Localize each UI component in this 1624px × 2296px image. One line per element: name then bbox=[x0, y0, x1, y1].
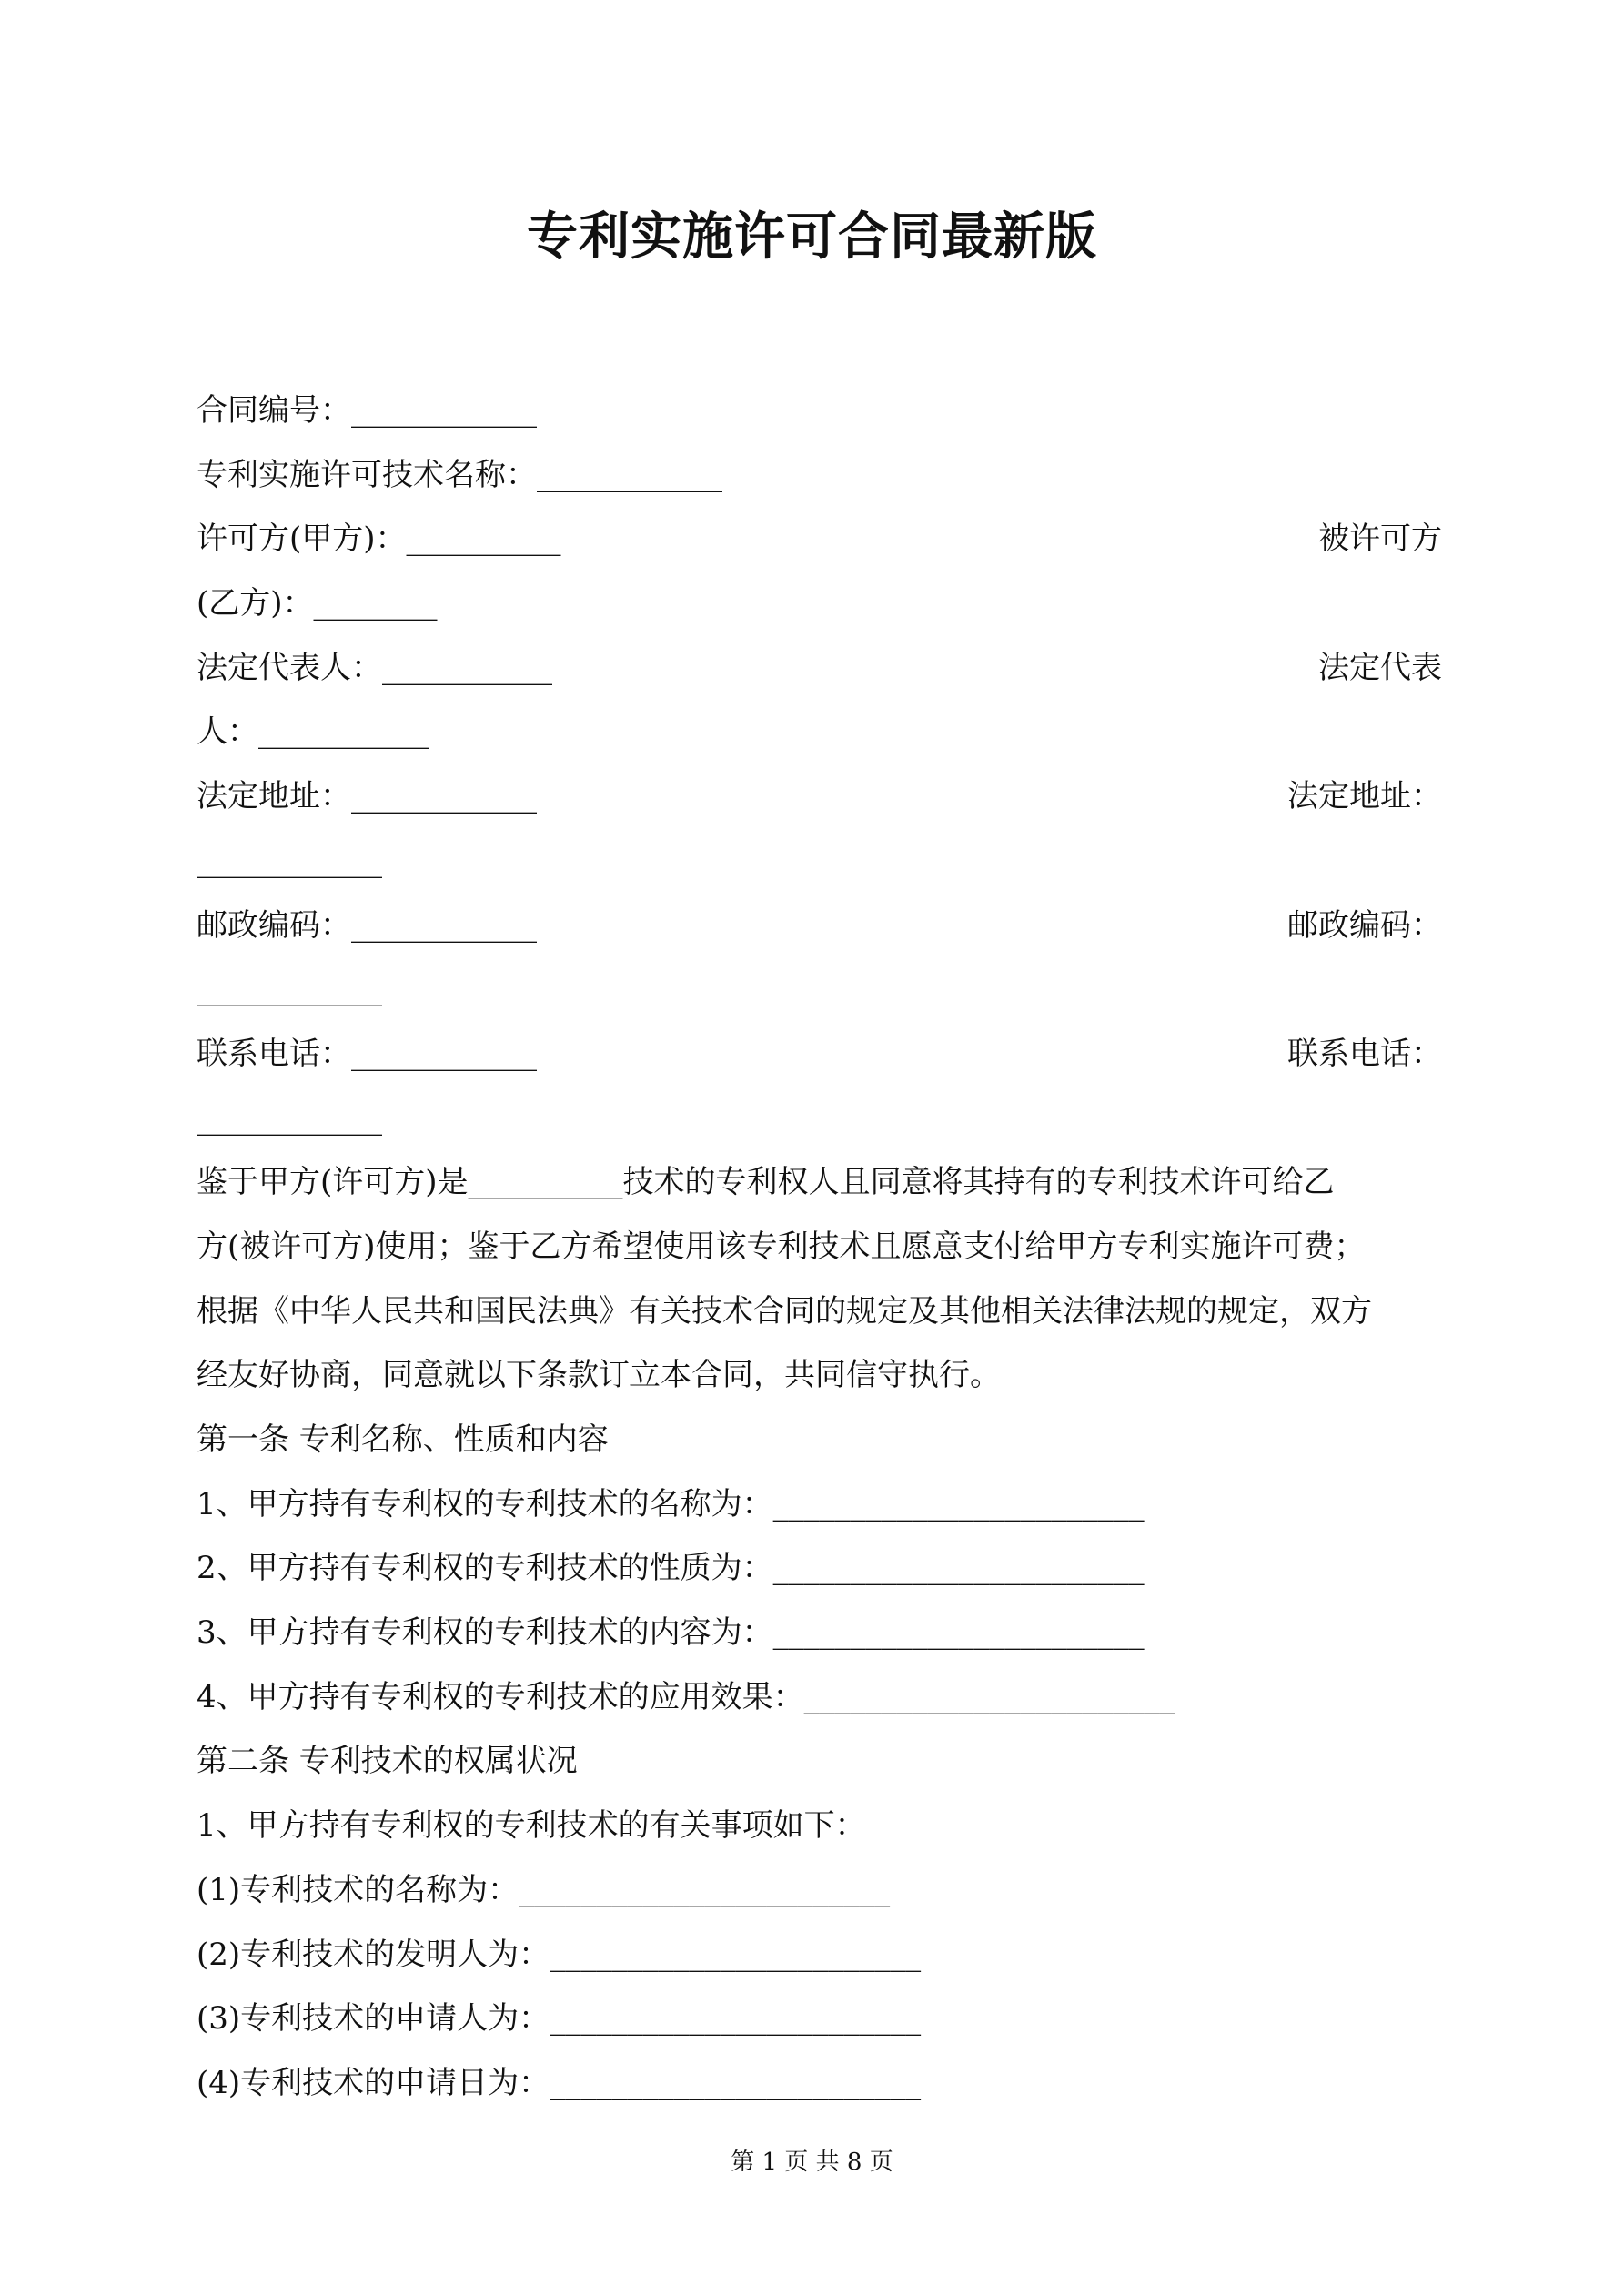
line-right-text: 被许可方 bbox=[1318, 521, 1442, 558]
text-line bbox=[197, 1665, 1442, 1730]
text-line bbox=[197, 894, 1442, 958]
line-left-text: 鉴于甲方(许可方)是__________技术的专利权人且同意将其持有的专利技术许可给乙 bbox=[197, 1164, 1335, 1201]
document-title: 专利实施许可合同最新版 bbox=[527, 207, 1097, 267]
text-line bbox=[197, 1601, 1442, 1665]
line-left-text: 合同编号：____________ bbox=[197, 392, 537, 429]
text-line bbox=[197, 443, 1442, 508]
line-left-text: 1、甲方持有专利权的专利技术的有关事项如下： bbox=[197, 1807, 866, 1845]
line-left-text: 第一条 专利名称、性质和内容 bbox=[197, 1421, 609, 1458]
line-left-text: 专利实施许可技术名称：____________ bbox=[197, 456, 722, 493]
line-left-text: 许可方(甲方)：__________ bbox=[197, 521, 561, 558]
text-line bbox=[197, 1215, 1442, 1279]
text-line bbox=[197, 1858, 1442, 1923]
text-line bbox=[197, 1472, 1442, 1537]
text-line bbox=[197, 1022, 1442, 1087]
text-line bbox=[197, 700, 1442, 764]
line-right-text: 法定地址： bbox=[1287, 778, 1442, 815]
line-left-text: 根据《中华人民共和国民法典》有关技术合同的规定及其他相关法律法规的规定，双方 bbox=[197, 1292, 1372, 1330]
text-line bbox=[197, 1536, 1442, 1601]
line-left-text: 联系电话：____________ bbox=[197, 1035, 537, 1072]
text-line bbox=[197, 1987, 1442, 2051]
text-line bbox=[197, 829, 1442, 894]
text-line bbox=[197, 1729, 1442, 1794]
text-line bbox=[197, 507, 1442, 571]
text-line bbox=[197, 379, 1442, 443]
line-left-text: 2、甲方持有专利权的专利技术的性质为：________________________ bbox=[197, 1550, 1145, 1587]
text-line bbox=[197, 636, 1442, 701]
line-left-text: 1、甲方持有专利权的专利技术的名称为：________________________ bbox=[197, 1485, 1145, 1522]
line-left-text: ____________ bbox=[197, 1099, 382, 1137]
line-left-text: 3、甲方持有专利权的专利技术的内容为：________________________ bbox=[197, 1614, 1145, 1652]
text-line bbox=[197, 1150, 1442, 1215]
text-line bbox=[197, 1343, 1442, 1408]
line-right-text: 邮政编码： bbox=[1287, 906, 1442, 944]
page-footer: 第 1 页 共 8 页 bbox=[731, 2149, 893, 2176]
line-left-text: (乙方)：________ bbox=[197, 585, 438, 622]
text-line bbox=[197, 1794, 1442, 1858]
line-left-text: 4、甲方持有专利权的专利技术的应用效果：________________________ bbox=[197, 1678, 1175, 1715]
line-right-text: 法定代表 bbox=[1318, 649, 1442, 686]
text-line bbox=[197, 1923, 1442, 1988]
line-left-text: 方(被许可方)使用；鉴于乙方希望使用该专利技术且愿意支付给甲方专利实施许可费； bbox=[197, 1228, 1366, 1265]
line-left-text: (3)专利技术的申请人为：________________________ bbox=[197, 2000, 922, 2038]
line-left-text: (2)专利技术的发明人为：________________________ bbox=[197, 1936, 922, 1973]
line-left-text: (1)专利技术的名称为：________________________ bbox=[197, 1871, 891, 1908]
text-line bbox=[197, 1087, 1442, 1151]
line-left-text: (4)专利技术的申请日为：________________________ bbox=[197, 2064, 922, 2101]
text-line bbox=[197, 571, 1442, 636]
line-left-text: 法定代表人：___________ bbox=[197, 649, 552, 686]
line-left-text: 第二条 专利技术的权属状况 bbox=[197, 1743, 578, 1780]
text-line bbox=[197, 764, 1442, 829]
text-line bbox=[197, 1279, 1442, 1344]
line-left-text: 法定地址：____________ bbox=[197, 778, 537, 815]
line-left-text: 人：___________ bbox=[197, 713, 429, 751]
text-line bbox=[197, 1408, 1442, 1472]
line-right-text: 联系电话： bbox=[1287, 1035, 1442, 1072]
text-line bbox=[197, 2051, 1442, 2116]
line-left-text: ____________ bbox=[197, 971, 382, 1008]
line-left-text: 经友好协商，同意就以下条款订立本合同，共同信守执行。 bbox=[197, 1357, 1001, 1394]
document-body bbox=[197, 379, 1442, 2116]
line-left-text: ____________ bbox=[197, 842, 382, 879]
text-line bbox=[197, 957, 1442, 1022]
line-left-text: 邮政编码：____________ bbox=[197, 906, 537, 944]
